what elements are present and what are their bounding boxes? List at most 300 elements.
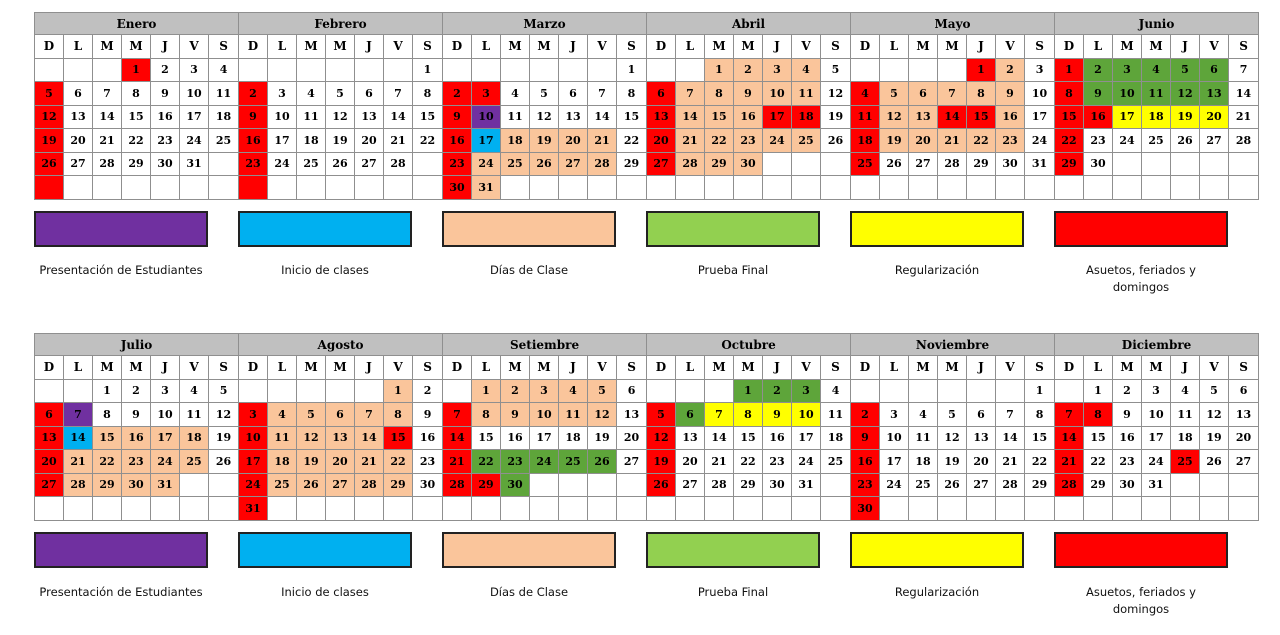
day-cell: 15	[734, 426, 763, 450]
day-cell	[35, 176, 64, 200]
weekday-header: V	[792, 35, 821, 59]
month-title: Julio	[35, 334, 239, 356]
day-cell: 2	[122, 379, 151, 403]
day-cell: 28	[93, 152, 122, 176]
day-cell: 22	[617, 129, 647, 153]
week-row	[443, 426, 647, 450]
week-row	[35, 426, 239, 450]
day-cell: 16	[851, 450, 880, 474]
day-cell: 9	[151, 82, 180, 106]
day-cell: 22	[384, 450, 413, 474]
day-cell: 25	[180, 450, 209, 474]
day-cell: 29	[617, 152, 647, 176]
day-cell: 19	[297, 450, 326, 474]
day-cell: 15	[413, 105, 443, 129]
weekday-header: J	[559, 356, 588, 380]
weekday-header: M	[705, 35, 734, 59]
day-cell: 9	[996, 82, 1025, 106]
week-row	[1055, 176, 1259, 200]
day-cell: 22	[967, 129, 996, 153]
day-cell	[122, 176, 151, 200]
day-cell: 30	[1113, 473, 1142, 497]
weekday-header: L	[880, 356, 909, 380]
day-cell: 22	[122, 129, 151, 153]
day-cell: 5	[821, 58, 851, 82]
day-cell: 12	[326, 105, 355, 129]
day-cell: 8	[967, 82, 996, 106]
weekday-header: M	[93, 35, 122, 59]
weekday-header: M	[909, 35, 938, 59]
day-cell: 15	[93, 426, 122, 450]
day-cell	[763, 176, 792, 200]
day-cell: 11	[792, 82, 821, 106]
day-cell	[93, 176, 122, 200]
month-noviembre	[850, 333, 1055, 521]
day-cell: 16	[1084, 105, 1113, 129]
day-cell: 9	[1113, 403, 1142, 427]
day-cell	[472, 58, 501, 82]
day-cell: 26	[530, 152, 559, 176]
day-cell: 24	[880, 473, 909, 497]
month-mayo	[850, 12, 1055, 200]
day-cell: 26	[326, 152, 355, 176]
day-cell: 8	[122, 82, 151, 106]
day-cell: 22	[1025, 450, 1055, 474]
day-cell: 7	[588, 82, 617, 106]
weekday-header: J	[1171, 356, 1200, 380]
weekday-header: M	[938, 356, 967, 380]
day-cell	[851, 379, 880, 403]
day-cell	[909, 497, 938, 521]
day-cell	[792, 176, 821, 200]
day-cell: 1	[93, 379, 122, 403]
day-cell: 4	[209, 58, 239, 82]
day-cell: 7	[1229, 58, 1259, 82]
day-cell: 2	[1084, 58, 1113, 82]
day-cell: 31	[792, 473, 821, 497]
day-cell: 22	[705, 129, 734, 153]
day-cell: 8	[384, 403, 413, 427]
day-cell: 3	[880, 403, 909, 427]
day-cell: 4	[851, 82, 880, 106]
day-cell	[413, 152, 443, 176]
day-cell	[501, 176, 530, 200]
day-cell	[676, 58, 705, 82]
weekday-header: S	[1229, 356, 1259, 380]
day-cell: 9	[443, 105, 472, 129]
week-row	[443, 152, 647, 176]
week-row	[647, 450, 851, 474]
weekday-header: M	[93, 356, 122, 380]
day-cell	[530, 497, 559, 521]
day-cell: 7	[384, 82, 413, 106]
day-cell: 10	[763, 82, 792, 106]
day-cell: 11	[1142, 82, 1171, 106]
day-cell: 25	[209, 129, 239, 153]
day-cell	[647, 176, 676, 200]
day-cell	[1200, 497, 1229, 521]
day-cell	[763, 152, 792, 176]
day-cell	[1171, 473, 1200, 497]
day-cell	[1055, 379, 1084, 403]
day-cell: 20	[35, 450, 64, 474]
day-cell: 12	[1171, 82, 1200, 106]
day-cell: 16	[151, 105, 180, 129]
day-cell: 13	[1229, 403, 1259, 427]
day-cell	[180, 497, 209, 521]
day-cell	[851, 58, 880, 82]
weekday-header: L	[64, 356, 93, 380]
day-cell	[239, 379, 268, 403]
day-cell	[268, 176, 297, 200]
day-cell: 12	[938, 426, 967, 450]
day-cell: 8	[617, 82, 647, 106]
day-cell: 18	[821, 426, 851, 450]
day-cell: 30	[501, 473, 530, 497]
day-cell: 24	[1025, 129, 1055, 153]
day-cell: 10	[880, 426, 909, 450]
day-cell: 16	[501, 426, 530, 450]
day-cell: 11	[851, 105, 880, 129]
day-cell: 17	[472, 129, 501, 153]
day-cell	[501, 58, 530, 82]
day-cell: 31	[239, 497, 268, 521]
week-row	[35, 497, 239, 521]
day-cell: 7	[676, 82, 705, 106]
day-cell: 1	[472, 379, 501, 403]
legend-swatch	[1054, 211, 1228, 247]
weekday-header: S	[1229, 35, 1259, 59]
day-cell	[151, 497, 180, 521]
week-row	[239, 105, 443, 129]
week-row	[443, 379, 647, 403]
legend-label: Prueba Final	[697, 263, 769, 277]
week-row	[443, 82, 647, 106]
weekday-header: L	[880, 35, 909, 59]
week-row	[1055, 450, 1259, 474]
day-cell: 27	[647, 152, 676, 176]
day-cell	[239, 58, 268, 82]
day-cell: 26	[588, 450, 617, 474]
day-cell: 2	[763, 379, 792, 403]
weekday-header: J	[151, 35, 180, 59]
day-cell	[996, 176, 1025, 200]
day-cell: 19	[35, 129, 64, 153]
day-cell: 23	[501, 450, 530, 474]
day-cell: 10	[268, 105, 297, 129]
day-cell	[734, 497, 763, 521]
week-row	[851, 450, 1055, 474]
day-cell	[355, 379, 384, 403]
day-cell: 1	[617, 58, 647, 82]
day-cell	[326, 58, 355, 82]
day-cell: 7	[64, 403, 93, 427]
weekday-header: J	[763, 356, 792, 380]
day-cell: 14	[355, 426, 384, 450]
weekday-header: D	[239, 356, 268, 380]
day-cell: 30	[1084, 152, 1113, 176]
day-cell: 29	[93, 473, 122, 497]
day-cell: 14	[676, 105, 705, 129]
day-cell: 1	[1084, 379, 1113, 403]
day-cell: 11	[501, 105, 530, 129]
month-marzo	[442, 12, 647, 200]
day-cell	[35, 497, 64, 521]
week-row	[851, 403, 1055, 427]
day-cell: 24	[180, 129, 209, 153]
week-row	[35, 403, 239, 427]
day-cell	[530, 176, 559, 200]
weekday-header: V	[792, 356, 821, 380]
day-cell	[705, 379, 734, 403]
day-cell: 8	[705, 82, 734, 106]
day-cell: 17	[792, 426, 821, 450]
day-cell: 16	[1113, 426, 1142, 450]
day-cell: 24	[472, 152, 501, 176]
day-cell: 3	[763, 58, 792, 82]
day-cell: 15	[1084, 426, 1113, 450]
day-cell: 26	[938, 473, 967, 497]
week-row	[35, 379, 239, 403]
day-cell	[209, 473, 239, 497]
day-cell: 21	[64, 450, 93, 474]
weekday-header: V	[1200, 35, 1229, 59]
week-row	[851, 473, 1055, 497]
week-row	[851, 152, 1055, 176]
day-cell: 24	[268, 152, 297, 176]
day-cell	[996, 497, 1025, 521]
week-row	[1055, 58, 1259, 82]
day-cell	[851, 176, 880, 200]
day-cell	[1025, 176, 1055, 200]
day-cell	[1171, 497, 1200, 521]
week-row	[851, 105, 1055, 129]
month-title: Abril	[647, 13, 851, 35]
week-row	[647, 176, 851, 200]
weekday-header: J	[355, 356, 384, 380]
weekday-header: S	[209, 35, 239, 59]
day-cell: 16	[996, 105, 1025, 129]
week-row	[443, 58, 647, 82]
day-cell: 27	[326, 473, 355, 497]
day-cell: 19	[880, 129, 909, 153]
weekday-header: L	[268, 35, 297, 59]
day-cell: 19	[588, 426, 617, 450]
day-cell: 27	[676, 473, 705, 497]
day-cell: 20	[617, 426, 647, 450]
day-cell: 23	[734, 129, 763, 153]
day-cell: 24	[763, 129, 792, 153]
day-cell: 30	[763, 473, 792, 497]
day-cell: 11	[909, 426, 938, 450]
day-cell: 11	[180, 403, 209, 427]
day-cell: 23	[996, 129, 1025, 153]
weekday-header: S	[821, 35, 851, 59]
day-cell: 15	[617, 105, 647, 129]
day-cell	[967, 497, 996, 521]
weekday-header: J	[559, 35, 588, 59]
day-cell: 4	[501, 82, 530, 106]
day-cell: 2	[239, 82, 268, 106]
weekday-header: M	[326, 35, 355, 59]
weekday-header: M	[122, 356, 151, 380]
week-row	[647, 129, 851, 153]
weekday-header: J	[355, 35, 384, 59]
day-cell	[1200, 176, 1229, 200]
day-cell	[559, 497, 588, 521]
day-cell: 25	[909, 473, 938, 497]
day-cell: 16	[763, 426, 792, 450]
day-cell	[1171, 152, 1200, 176]
day-cell: 21	[676, 129, 705, 153]
day-cell: 4	[297, 82, 326, 106]
day-cell	[1229, 152, 1259, 176]
day-cell	[1229, 473, 1259, 497]
day-cell	[1142, 152, 1171, 176]
month-title: Noviembre	[851, 334, 1055, 356]
day-cell: 7	[705, 403, 734, 427]
day-cell: 29	[1055, 152, 1084, 176]
day-cell: 29	[967, 152, 996, 176]
day-cell: 3	[792, 379, 821, 403]
week-row	[239, 58, 443, 82]
day-cell	[763, 497, 792, 521]
day-cell: 15	[1025, 426, 1055, 450]
weekday-header: M	[734, 356, 763, 380]
day-cell: 20	[1200, 105, 1229, 129]
month-enero	[34, 12, 239, 200]
legend-label: Inicio de clases	[281, 263, 369, 277]
day-cell	[617, 176, 647, 200]
day-cell	[559, 473, 588, 497]
day-cell: 11	[1171, 403, 1200, 427]
day-cell: 18	[792, 105, 821, 129]
day-cell: 14	[93, 105, 122, 129]
day-cell: 20	[647, 129, 676, 153]
day-cell: 13	[64, 105, 93, 129]
month-setiembre	[442, 333, 647, 521]
day-cell	[355, 58, 384, 82]
month-title: Marzo	[443, 13, 647, 35]
day-cell: 14	[705, 426, 734, 450]
day-cell: 10	[530, 403, 559, 427]
day-cell	[909, 58, 938, 82]
weekday-header: L	[676, 35, 705, 59]
weekday-header: L	[472, 35, 501, 59]
day-cell: 3	[472, 82, 501, 106]
day-cell: 3	[1025, 58, 1055, 82]
day-cell	[1142, 497, 1171, 521]
day-cell: 27	[559, 152, 588, 176]
day-cell: 23	[239, 152, 268, 176]
day-cell: 5	[938, 403, 967, 427]
day-cell: 5	[1171, 58, 1200, 82]
legend-label: Presentación de Estudiantes	[39, 263, 203, 277]
day-cell: 14	[588, 105, 617, 129]
month-title: Junio	[1055, 13, 1259, 35]
day-cell	[1229, 497, 1259, 521]
legend-swatch	[34, 532, 208, 568]
legend-label: Días de Clase	[489, 585, 569, 599]
day-cell: 12	[821, 82, 851, 106]
day-cell: 29	[1025, 473, 1055, 497]
weekday-header: M	[705, 356, 734, 380]
weekday-header: V	[996, 356, 1025, 380]
weekday-header: M	[122, 35, 151, 59]
day-cell: 27	[617, 450, 647, 474]
day-cell: 11	[297, 105, 326, 129]
day-cell: 27	[909, 152, 938, 176]
day-cell: 27	[355, 152, 384, 176]
day-cell: 10	[239, 426, 268, 450]
weekday-header: D	[1055, 35, 1084, 59]
day-cell: 10	[151, 403, 180, 427]
day-cell: 4	[1171, 379, 1200, 403]
day-cell: 17	[880, 450, 909, 474]
day-cell: 12	[647, 426, 676, 450]
day-cell: 7	[1055, 403, 1084, 427]
day-cell: 25	[851, 152, 880, 176]
day-cell: 16	[734, 105, 763, 129]
week-row	[239, 473, 443, 497]
weekday-header: M	[297, 35, 326, 59]
day-cell: 28	[1055, 473, 1084, 497]
day-cell: 8	[413, 82, 443, 106]
day-cell: 20	[1229, 426, 1259, 450]
month-junio	[1054, 12, 1259, 200]
day-cell	[297, 176, 326, 200]
weekday-header: L	[64, 35, 93, 59]
day-cell	[1055, 176, 1084, 200]
day-cell: 26	[880, 152, 909, 176]
weekday-header: V	[384, 35, 413, 59]
day-cell: 25	[821, 450, 851, 474]
month-julio	[34, 333, 239, 521]
week-row	[239, 129, 443, 153]
day-cell: 16	[443, 129, 472, 153]
legend-swatch	[442, 532, 616, 568]
day-cell	[1142, 176, 1171, 200]
weekday-header: M	[909, 356, 938, 380]
day-cell: 24	[239, 473, 268, 497]
day-cell: 29	[705, 152, 734, 176]
day-cell: 29	[384, 473, 413, 497]
day-cell	[268, 497, 297, 521]
day-cell: 30	[151, 152, 180, 176]
day-cell: 15	[1055, 105, 1084, 129]
day-cell: 2	[734, 58, 763, 82]
day-cell	[559, 58, 588, 82]
day-cell: 1	[1025, 379, 1055, 403]
week-row	[1055, 82, 1259, 106]
day-cell: 8	[1025, 403, 1055, 427]
day-cell: 1	[734, 379, 763, 403]
day-cell: 12	[209, 403, 239, 427]
day-cell	[909, 379, 938, 403]
weekday-header: J	[151, 356, 180, 380]
legend-swatch	[238, 532, 412, 568]
day-cell: 5	[588, 379, 617, 403]
day-cell: 17	[239, 450, 268, 474]
day-cell: 17	[1025, 105, 1055, 129]
month-title: Octubre	[647, 334, 851, 356]
day-cell	[880, 497, 909, 521]
day-cell: 15	[122, 105, 151, 129]
day-cell: 31	[1025, 152, 1055, 176]
day-cell: 11	[209, 82, 239, 106]
day-cell: 6	[676, 403, 705, 427]
day-cell: 4	[792, 58, 821, 82]
